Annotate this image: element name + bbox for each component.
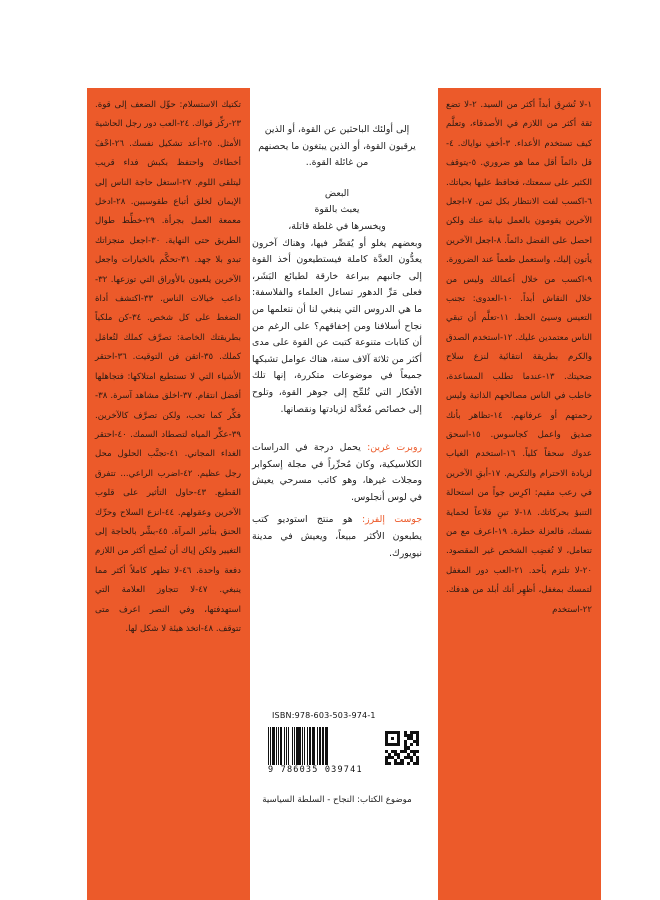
author-bio-greene [252, 440, 422, 506]
qr-code [385, 731, 419, 765]
author-name-elffers: جوست إلفرز: [361, 514, 422, 526]
center-column [252, 88, 422, 562]
right-orange-strip [438, 88, 601, 900]
body-paragraph: وبعضهم يغلو أو يُقصِّر فيها، وهناك آخرون يعدُّون العدَّة كاملة فيستطيعون أخذ القوة إلى جانبهم ببراعة خارقة لطبائع البَشَر، فعلى مَرِّ الدهور تساءل العلماء والفلاسفة: ما هي الدروس التي ينبغي لنا أن نتعلمها من نجاح أسلافنا ومن إخفاقهم؟ على الرغم من أن كتابات متنوعة كتبت عن القوة على مدى أكثر من ثلاثة آلاف سنة، هناك عوامل تشبكها جميعاً في موضوعات متكررة، إنها تلك الأفكار التي تُلمِّح إلى جوهر القوة، وتلوح إلى خصائص مُعدَّلة لزيادتها ونقصانها. [251, 237, 422, 415]
poem-block [252, 186, 422, 236]
barcode-bar [328, 727, 329, 765]
qr-module [416, 762, 419, 765]
left-strip-text: تكتيك الاستسلام: حوِّل الضعف إلى قوة. ٢٣-ركِّز قواك. ٢٤-العب دور رجل الحاشية الأمثل. ٢٥-أعد تشكيل نفسك. ٢٦-احْفَ أخطاءك واحتفظ بكبش فداء قريب ليتلقى اللوم. ٢٧-استغل حاجة الناس إلى الإيمان لخلق أتباع طقوسيين. ٢٨-ادخل معمعة العمل بجرأة. ٢٩-خطِّط طوال الطريق حتى النهاية. ٣٠-اجعل منجزاتك تبدو بلا جهد. ٣١-تحكَّم بالخيارات واجعل الآخرين يلعبون بالأوراق التي توزعها. ٣٢-داعب خيالات الناس. ٣٣-اكتشف أداة الضغط على كل شخص. ٣٤-كن ملكياً بطريقتك الخاصة: تصرَّف كملك لتُعامَل كملك. ٣٥-اتقن فن التوقيت. ٣٦-احتقر الأشياء التي لا تستطيع امتلاكها: فتجاهلها أفضل انتقام. ٣٧-اخلق مشاهد آسرة. ٣٨-فكِّر كما تحب، ولكن تصرَّف كالآخرين. ٣٩-عكِّر المياه لتصطاد السمك. ٤٠-احتقر الغداء المجاني. ٤١-تجنَّب الحلول محل رجل عظيم. ٤٢-اضرب الراعي... تتفرق القطيع. ٤٣-حاول التأثير على قلوب الآخرين وعقولهم. ٤٤-انزع السلاح وحرِّك الحنق بتأثير المرآة. ٤٥-بشِّر بالحاجة إلى التغيير ولكن إياك أن تُصلِح أكثر من اللازم دفعة واحدة. ٤٦-لا تظهر كاملاً أكثر مما ينبغي. ٤٧-لا تتجاوز العلامة التي استهدفتها، وفي النصر اعرف متى تتوقف. ٤٨-اتخذ هيئة لا شكل لها. [95, 100, 242, 634]
intro-paragraph: إلى أولئك الباحثين عن القوة، أو الذين يرقبون القوة، أو الذين يبتغون ما يحصنهم من غائلة القوة.. [258, 124, 416, 169]
author-bio-text: هو منتج استوديو كتب يطبعون الأكثر مبيعاً، ويعيش في مدينة نيويورك. [252, 514, 422, 559]
author-name-greene: روبرت غرين: [367, 442, 422, 454]
barcode-digits: 9 786035 039741 [268, 765, 363, 775]
poem-line: البعض [324, 187, 350, 199]
author-bio-text: يحمل درجة في الدراسات الكلاسيكية، وكان مُحرِّراً في مجلة إسكوابر ومجلات غيرها، وهو كاتب مسرحي يعيش في لوس أنجلوس. [252, 442, 422, 503]
left-orange-strip [87, 88, 250, 900]
poem-line: يعبث بالقوة [314, 204, 360, 216]
isbn-label: ISBN:978-603-503-974-1 [272, 711, 376, 720]
author-bio-elffers [252, 512, 422, 562]
poem-line: ويخسرها في غلطة قاتلة، [288, 220, 386, 232]
right-strip-text: ١-لا تُشرِق أبداً أكثر من السيد. ٢-لا تضع ثقة أكثر من اللازم في الأصدقاء، وتعلَّم كيف تستخدم الأعداء. ٣-أخفِ نواياك. ٤-قل دائماً أقل مما هو ضروري. ٥-يتوقف الكثير على سمعتك، فحافظ عليها بحياتك. ٦-اكسب لفت الانتظار بكل ثمن. ٧-اجعل الآخرين يقومون بالعمل نيابة عنك ولكن احصل على الفضل دائماً. ٨-اجعل الآخرين يأتون إليك، واستعمل طعماً عند الضرورة. ٩-اكسب من خلال أعمالك وليس من خلال النقاش أبداً. ١٠-العدوى: تجنب التعيس وسيئ الحظ. ١١-تعلَّم أن تبقي الناس معتمدين عليك. ١٢-استخدم الصدق والكرم بطريقة انتقائية لنزع سلاح ضحيتك. ١٣-عندما تطلب المساعدة، خاطب في الناس مصالحهم الذاتية وليس رحمتهم أو عرفانهم. ١٤-تظاهر بأنك صديق واعمل كجاسوس. ١٥-اسحق عدوك سحقاً كلياً. ١٦-استخدم الغياب لزيادة الاحترام والتكريم. ١٧-أبقِ الآخرين في رعب مقيم: اكرِس جواً من استحالة التنبؤ بحركاتك. ١٨-لا تبنِ قلاعاً لحماية نفسك، فالعزلة خطرة. ١٩-اعرف مع من تتعامل، لا تُغضِب الشخص غير المقصود. ٢٠-لا تلتزم بأحد. ٢١-العب دور المغفل لتمسك بمغفل، أظهِر أنك أبلد من هدفك. ٢٢-استخدم [446, 100, 593, 615]
barcode [268, 727, 378, 765]
book-topic: موضوع الكتاب: النجاح - السلطة السياسية [262, 795, 412, 805]
